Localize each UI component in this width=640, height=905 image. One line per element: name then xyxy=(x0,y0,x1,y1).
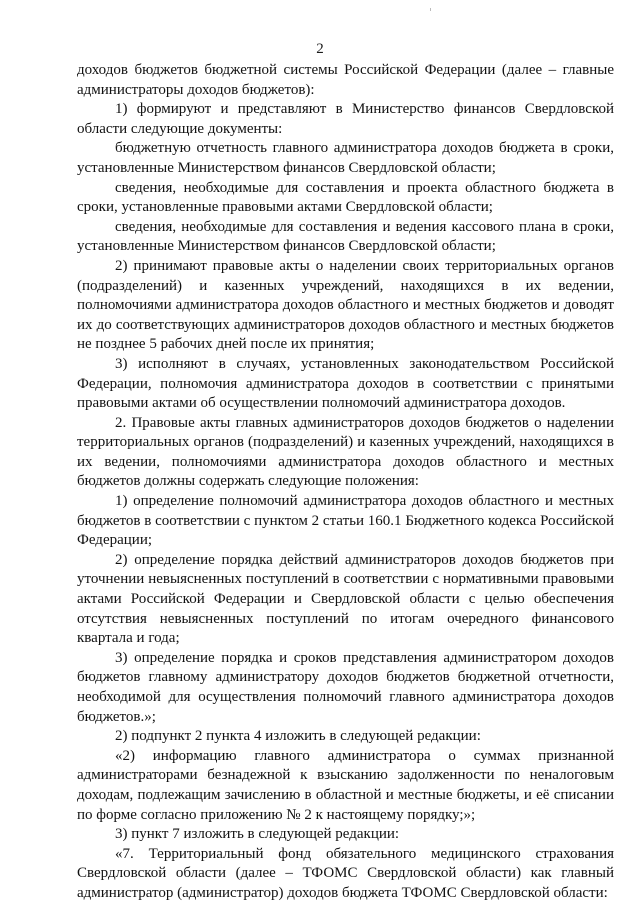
paragraph-amendment-3-text: «7. Территориальный фонд обязательного медицинского страхования Свердловской области (далее – ТФОМС Свердловской области) как главный администратор (администратор) доходов бюджета ТФОМС Свердловской области: xyxy=(77,845,614,901)
paragraph-item-3-powers: 3) исполняют в случаях, установленных законодательством Российской Федерации, полномочия администратора доходов в соответствии с принятыми правовыми актами об осуществлении полномочий администратора доходов. xyxy=(77,355,614,412)
paragraph-amendment-3: 3) пункт 7 изложить в следующей редакции: xyxy=(115,826,400,843)
paragraph-amendment-2-text: «2) информацию главного администратора о суммах признанной администраторами безнадежной к взысканию задолженности по неналоговым доходам, подлежащим зачислению в областной и местные бюджеты, и её списании по форме согласно приложению № 2 к настоящему порядку;»; xyxy=(77,747,614,823)
paragraph-amendment-2: 2) подпункт 2 пункта 4 изложить в следующей редакции: xyxy=(115,728,481,745)
paragraph-cash-plan-info: сведения, необходимые для составления и ведения кассового плана в сроки, установленные Министерством финансов Свердловской области; xyxy=(77,218,614,255)
paragraph-budget-draft-info: сведения, необходимые для составления и проекта областного бюджета в сроки, установленные правовыми актами Свердловской области; xyxy=(77,179,614,216)
paragraph-item-2-legal-acts: 2) принимают правовые акты о наделении своих территориальных органов (подразделений) и казенных учреждений, находящихся в их ведении, полномочиями администратора доходов областного и местных бюджетов и доводят их до соответствующих администраторов доходов областного и местных бюджетов не позднее 5 рабочих дней после их принятия; xyxy=(77,257,614,353)
paragraph-section-2-item-1: 1) определение полномочий администратора доходов областного и местных бюджетов в соответствии с пунктом 2 статьи 160.1 Бюджетного кодекса Российской Федерации; xyxy=(77,493,614,549)
paragraph-item-1: 1) формируют и представляют в Министерство финансов Свердловской области следующие документы: xyxy=(77,101,614,137)
scan-speck xyxy=(430,8,431,11)
paragraph-section-2: 2. Правовые акты главных администраторов доходов бюджетов о наделении территориальных органов (подразделений) и казенных учреждений, находящихся в их ведении, полномочиями администратора доходов областного и местных бюджетов должны содержать следующие положения: xyxy=(77,414,614,490)
paragraph-continuation: доходов бюджетов бюджетной системы Российской Федерации (далее – главные администраторы доходов бюджетов): xyxy=(77,62,614,98)
paragraph-section-2-item-3: 3) определение порядка и сроков представления администратором доходов бюджетов главному администратору доходов бюджетов бюджетной отчетности, необходимой для осуществления полномочий главного администратора доходов бюджетов.»; xyxy=(77,649,614,725)
document-body xyxy=(77,61,614,904)
paragraph-budget-reporting: бюджетную отчетность главного администратора доходов бюджета в сроки, установленные Министерством финансов Свердловской области; xyxy=(77,140,614,176)
page-number: 2 xyxy=(316,41,324,57)
paragraph-section-2-item-2: 2) определение порядка действий администраторов доходов бюджетов при уточнении невыясненных поступлений в соответствии с нормативными правовыми актами Российской Федерации и Свердловской области с целью обеспечения отсутствия невыясненных поступлений по итогам очередного финансового квартала и года; xyxy=(77,551,614,647)
